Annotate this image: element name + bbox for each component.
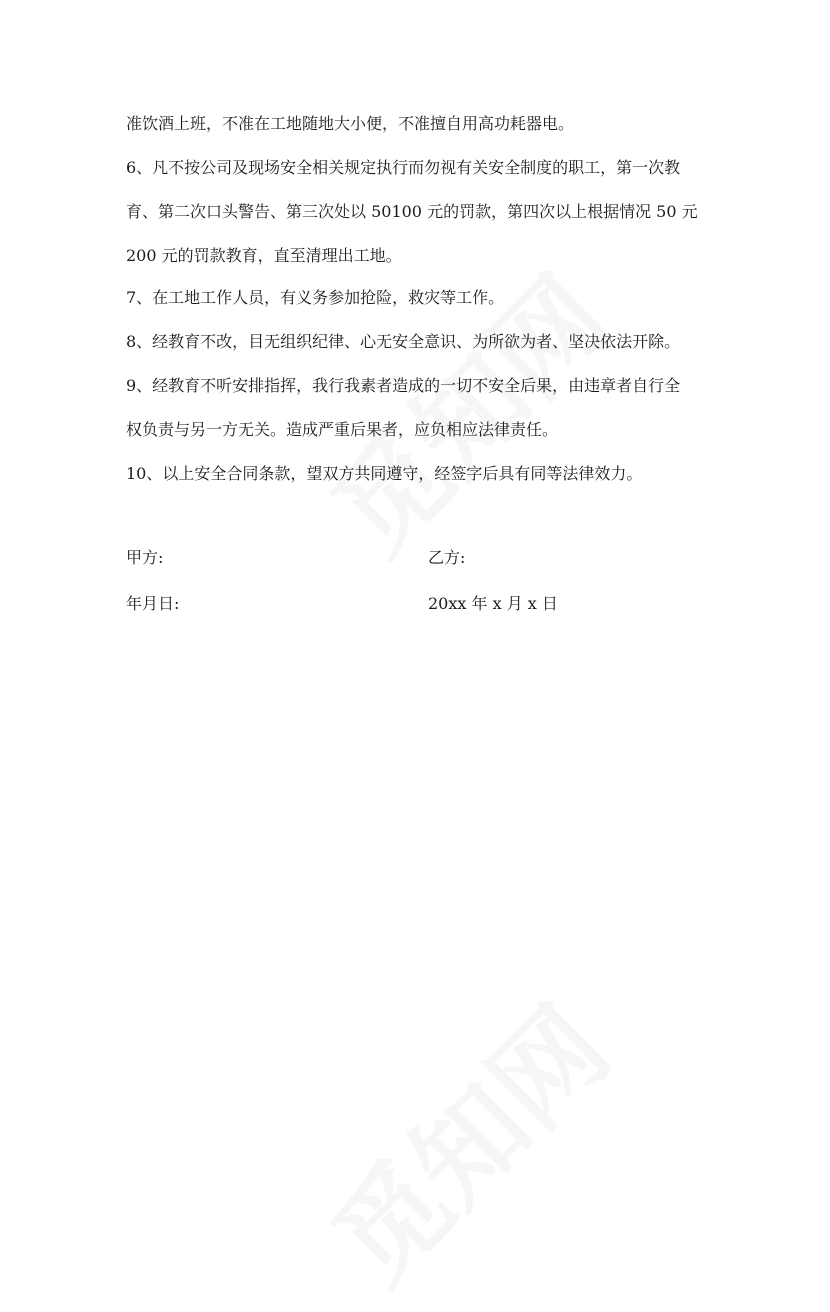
body-line-8: 权负责与另一方无关。造成严重后果者，应负相应法律责任。 [126, 420, 559, 439]
body-line-4: 200 元的罚款教育，直至清理出工地。 [126, 246, 402, 265]
body-line-3: 育、第二次口头警告、第三次处以 50100 元的罚款，第四次以上根据情况 50 元 [126, 202, 698, 221]
body-line-6: 8、经教育不改，目无组织纪律、心无安全意识、为所欲为者、坚决依法开除。 [126, 332, 681, 351]
watermark-bottom [292, 966, 637, 1311]
body-line-2: 6、凡不按公司及现场安全相关规定执行而勿视有关安全制度的职工，第一次教 [126, 158, 681, 177]
body-line-5: 7、在工地工作人员，有义务参加抢险，救灾等工作。 [126, 288, 505, 307]
date-value: 20xx 年 x 月 x 日 [428, 594, 558, 613]
party-b-label: 乙方: [428, 548, 466, 567]
body-line-9: 10、以上安全合同条款，望双方共同遵守，经签字后具有同等法律效力。 [126, 464, 643, 483]
date-label: 年月日: [126, 594, 180, 613]
body-line-1: 准饮酒上班，不准在工地随地大小便，不准擅自用高功耗器电。 [126, 114, 575, 133]
party-a-label: 甲方: [126, 548, 164, 567]
body-line-7: 9、经教育不听安排指挥，我行我素者造成的一切不安全后果，由违章者自行全 [126, 376, 681, 395]
